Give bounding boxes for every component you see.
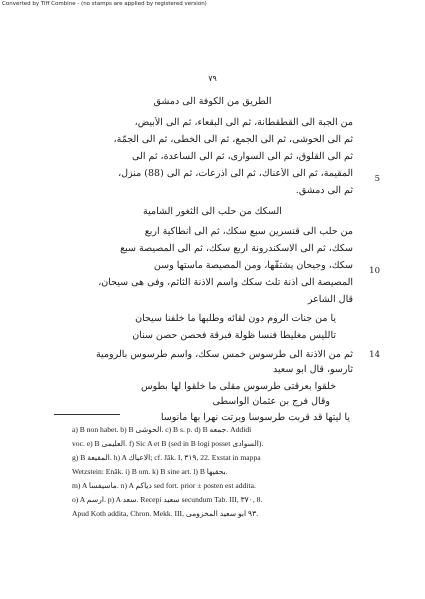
text-line: ثم الى القلوق، ثم الى السوارى، ثم الى الساعدة، ثم الى <box>132 151 353 162</box>
text-line: ثم الى دمشق. <box>295 185 353 196</box>
line-number: 5 <box>374 174 380 184</box>
text-line: سكك، وجيحان يشتقّها، ومن المصيصة ماستها وسن <box>153 260 353 271</box>
verse-line: خلقوا بعرقتى طرسوس مقلى ما خلقوا لها بطوس <box>141 381 336 392</box>
text-line: ثم الى الحوشى، ثم الى الجمع، ثم الى الخطى، ثم الى الجمّة، <box>113 134 353 145</box>
footnote: a) B non habet. b) B الحوشى. c) B s. p. d) B جمعه. Addidi <box>72 425 252 434</box>
text-line: ثم من الاذنة الى طرسوس خمس سكك، واسم طرسوس بالرومية <box>95 349 353 360</box>
footnote: Wetzstein: Enâk. i) B om. k) B sine art. l) B بحقيها. <box>72 467 228 476</box>
line-number: 14 <box>369 350 380 360</box>
footnote: g) B المقيعة. h) A الاعياك; cf. Jâk. I, ٣١٩, 22. Exstat in mappa <box>72 453 261 462</box>
text-line: سكك، ثم الى الاسكندرونة اربع سكك، ثم الى المصيصة سبع <box>120 243 353 254</box>
section-heading-1: الطريق من الكوفة الى دمشق <box>153 96 272 107</box>
text-line: من حلب الى قنسرين سبع سكك، ثم الى أنطاكية اربع <box>144 226 353 237</box>
text-line: من الجبة الى القطقطانة، ثم الى البقعاء، ثم الى الأبيض، <box>134 117 353 128</box>
section-heading-2: السكك من حلب الى الثغور الشامية <box>143 206 282 217</box>
converter-banner: Converted by Tiff Combine - (no stamps are applied by registered version) <box>2 1 207 7</box>
footnote-divider <box>54 414 120 415</box>
verse-line: تاللّيس مغليطا فنسا ظولة فبرقة فحصن حصن سنان <box>132 330 336 341</box>
footnote: m) A ماسيفسا. n) A دياكم sed fort. prior ± posten est addita. <box>72 481 256 490</box>
verse-line: يا ليتها قد قربت طرسوسا وبرتت نهرا بها مأنوسا <box>160 412 350 423</box>
line-number: 10 <box>369 266 380 276</box>
verse-attribution: وقال فرج بن عثمان الواسطى <box>212 396 330 407</box>
text-line: ثارسو، قال ابو سعيد <box>272 364 353 375</box>
footnote: Apud Koth addita, Chron. Mekk. III, ٩٣ ابو سعيد المخزومى. <box>72 509 259 518</box>
footnote: o) A ارسم. p) A سعد. Recepi سعيد secundum Tab. III, ٣٧٠, 8. <box>72 495 263 504</box>
text-line: المقيمة، ثم الى الأعناك، ثم الى أذرعات، ثم الى (88) منزل، <box>118 168 353 179</box>
text-line: المصيصة الى أذنة تلث سكك واسم الاذنة الثاثم، وفى هى سيحان، <box>98 277 353 288</box>
page-number: ٧٩ <box>208 74 217 83</box>
text-line: قال الشاعر <box>307 294 353 305</box>
verse-line: يا من جنات الروم دون لقائه وطلبها ما خلفنا سيحان <box>135 313 336 324</box>
footnote: voc. e) B العليمى. f) Sic A et B (sed in B logi posset السوادى). <box>72 439 264 448</box>
